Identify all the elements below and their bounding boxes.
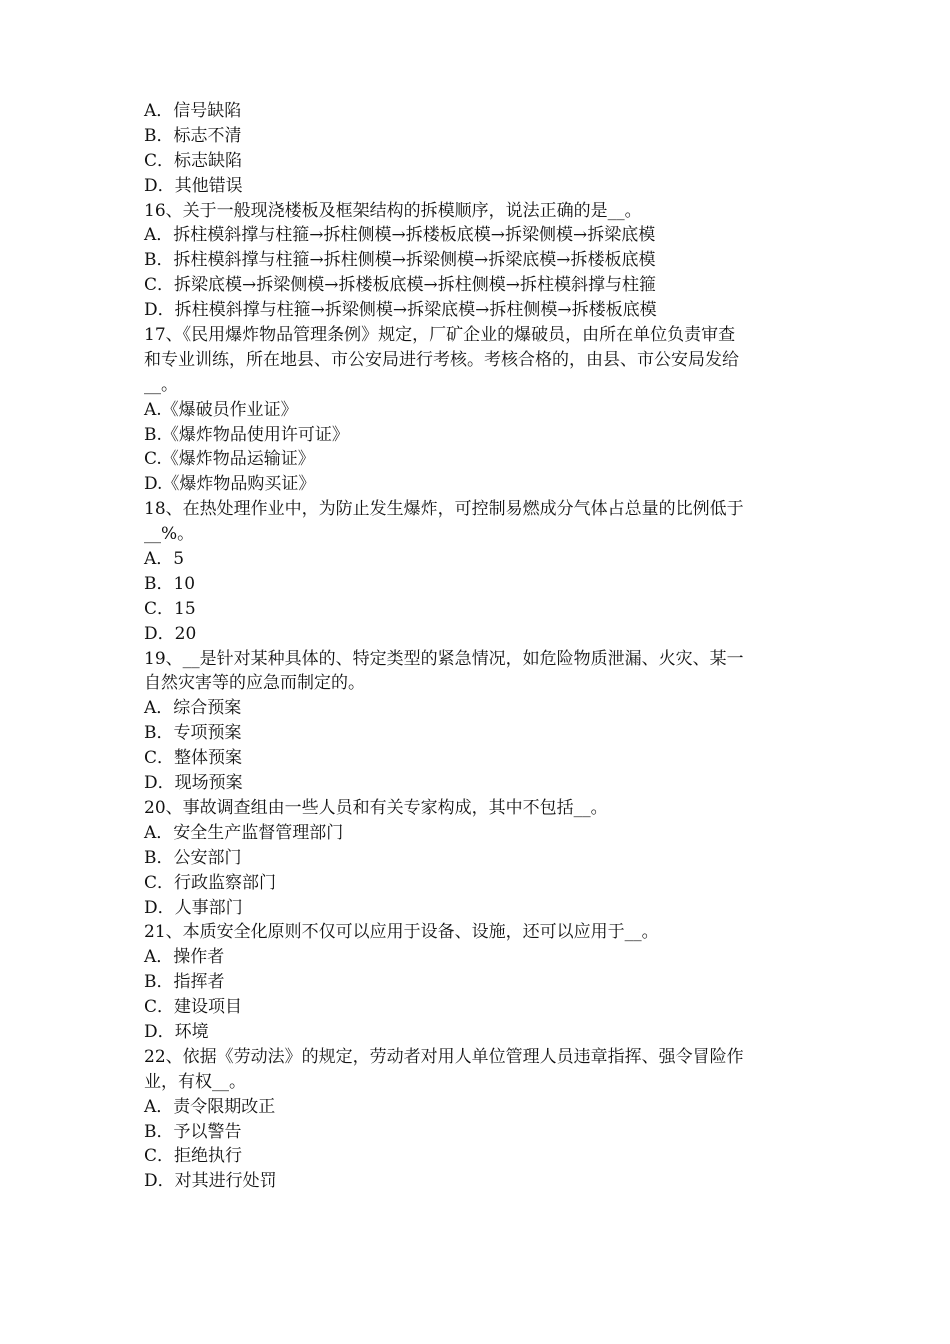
option-line: B．指挥者 [144,972,225,993]
option-line: A．信号缺陷 [144,101,242,121]
option-line: A．拆柱模斜撑与柱箍→拆柱侧模→拆楼板底模→拆梁侧模→拆梁底模 [144,225,656,246]
option-line: B．专项预案 [144,723,242,744]
option-line: C．整体预案 [144,748,243,769]
option-line: B．公安部门 [144,847,242,868]
question-19-stem: 19、__是针对某种具体的、特定类型的紧急情况，如危险物质泄漏、火灾、某一 [144,648,744,669]
option-line: B.《爆炸物品使用许可证》 [144,424,349,445]
question-18-stem: __%。 [144,524,195,545]
option-line: C．拒绝执行 [144,1146,243,1167]
option-line: A．安全生产监督管理部门 [144,822,344,843]
option-line: A.《爆破员作业证》 [144,399,298,420]
option-line: C．建设项目 [144,997,243,1018]
option-line: D．20 [144,623,197,644]
option-line: C．行政监察部门 [144,872,277,893]
question-21-stem: 21、本质安全化原则不仅可以应用于设备、设施，还可以应用于__。 [144,922,659,943]
option-line: C．拆梁底模→拆梁侧模→拆楼板底模→拆柱侧模→拆柱模斜撑与柱箍 [144,275,656,296]
question-17-stem: __。 [144,374,178,395]
question-17-stem: 和专业训练，所在地县、市公安局进行考核。考核合格的，由县、市公安局发给 [144,349,739,370]
question-text-block [144,99,820,1194]
option-line: D.《爆炸物品购买证》 [144,474,316,495]
option-line: C．15 [144,598,196,619]
option-line: D．环境 [144,1021,209,1042]
option-line: D．其他错误 [144,175,243,196]
option-line: A．操作者 [144,947,225,968]
question-17-stem: 17、《民用爆炸物品管理条例》规定，厂矿企业的爆破员，由所在单位负责审查 [144,325,736,346]
option-line: D．人事部门 [144,897,243,918]
option-line: B．予以警告 [144,1121,242,1142]
question-16-stem: 16、关于一般现浇楼板及框架结构的拆模顺序，说法正确的是__。 [144,200,642,221]
option-line: C.《爆炸物品运输证》 [144,449,315,470]
option-line: B．标志不清 [144,125,242,146]
option-line: D．拆柱模斜撑与柱箍→拆梁侧模→拆梁底模→拆柱侧模→拆楼板底模 [144,300,657,321]
option-line: D．现场预案 [144,773,243,794]
option-line: B．拆柱模斜撑与柱箍→拆柱侧模→拆梁侧模→拆梁底模→拆楼板底模 [144,250,656,271]
option-line: A．责令限期改正 [144,1096,276,1117]
question-18-stem: 18、在热处理作业中，为防止发生爆炸，可控制易燃成分气体占总量的比例低于 [144,499,744,520]
option-line: D．对其进行处罚 [144,1171,277,1192]
question-20-stem: 20、事故调查组由一些人员和有关专家构成，其中不包括__。 [144,797,608,818]
question-22-stem: 业，有权__。 [144,1071,246,1092]
question-22-stem: 22、依据《劳动法》的规定，劳动者对用人单位管理人员违章指挥、强令冒险作 [144,1046,744,1067]
option-line: A．综合预案 [144,698,242,719]
question-19-stem: 自然灾害等的应急而制定的。 [144,673,365,694]
option-line: B．10 [144,573,196,594]
option-line: A．5 [144,549,185,570]
option-line: C．标志缺陷 [144,150,243,171]
